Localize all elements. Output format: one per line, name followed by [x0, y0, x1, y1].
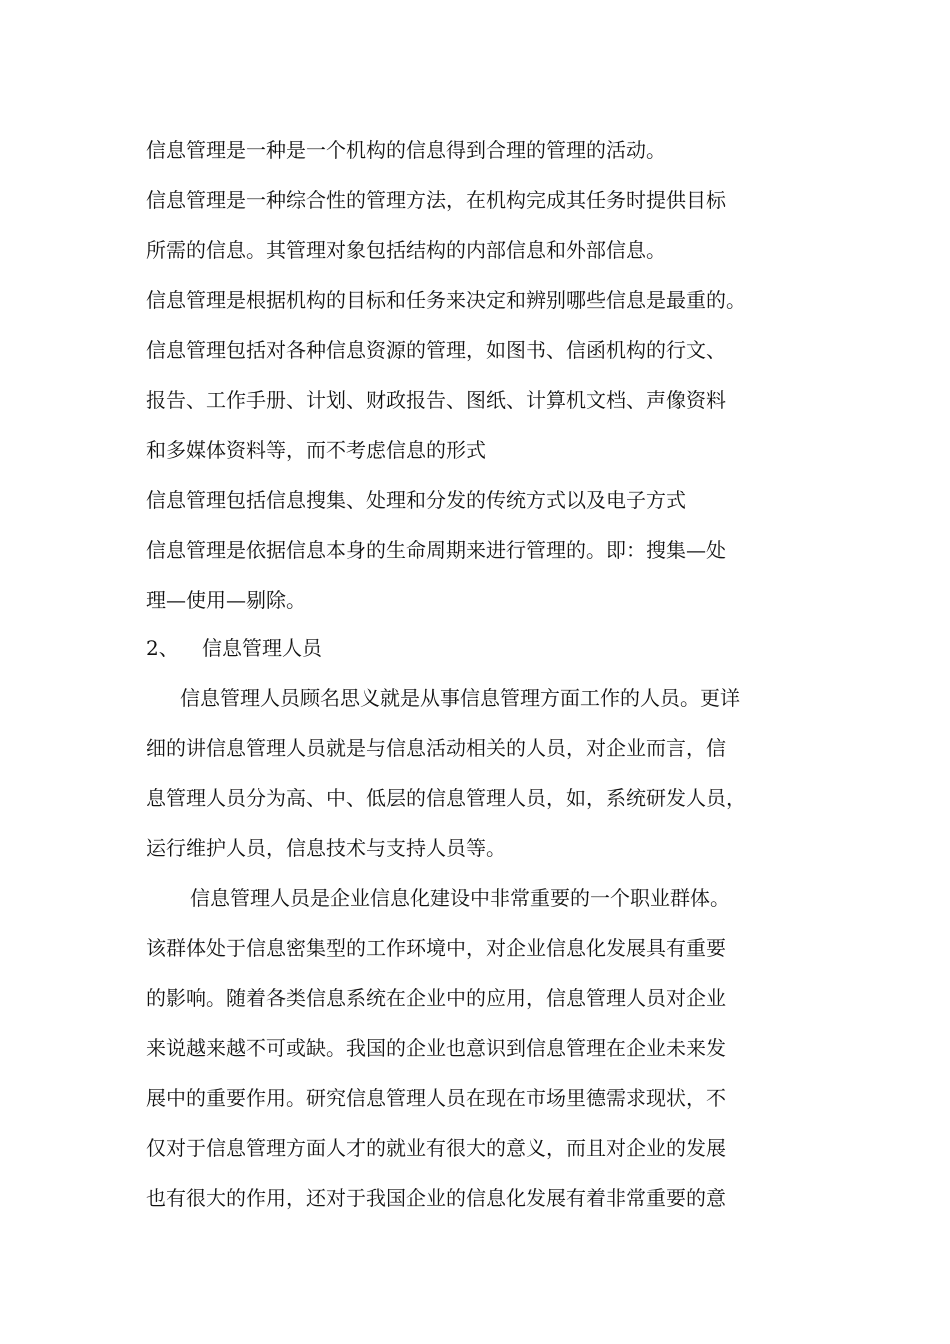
text-line: 信息管理是一种是一个机构的信息得到合理的管理的活动。	[146, 138, 666, 162]
paragraph-line: 仅对于信息管理方面人才的就业有很大的意义，而且对企业的发展	[146, 1136, 726, 1160]
paragraph-line: 信息管理人员顾名思义就是从事信息管理方面工作的人员。更详	[180, 686, 740, 710]
paragraph-line: 来说越来越不可或缺。我国的企业也意识到信息管理在企业未来发	[146, 1036, 726, 1060]
paragraph-line: 运行维护人员，信息技术与支持人员等。	[146, 836, 506, 860]
text-line: 报告、工作手册、计划、财政报告、图纸、计算机文档、声像资料	[146, 388, 726, 412]
paragraph-line: 细的讲信息管理人员就是与信息活动相关的人员，对企业而言，信	[146, 736, 726, 760]
text-line: 信息管理包括对各种信息资源的管理，如图书、信函机构的行文、	[146, 338, 726, 362]
paragraph-line: 的影响。随着各类信息系统在企业中的应用，信息管理人员对企业	[146, 986, 726, 1010]
text-line: 理—使用—剔除。	[146, 588, 306, 612]
text-line: 所需的信息。其管理对象包括结构的内部信息和外部信息。	[146, 238, 666, 262]
text-line: 和多媒体资料等，而不考虑信息的形式	[146, 438, 486, 462]
text-line: 信息管理是一种综合性的管理方法，在机构完成其任务时提供目标	[146, 188, 726, 212]
section-number: 2、	[146, 636, 179, 660]
text-line: 信息管理包括信息搜集、处理和分发的传统方式以及电子方式	[146, 488, 686, 512]
text-line: 信息管理是根据机构的目标和任务来决定和辨别哪些信息是最重的。	[146, 288, 746, 312]
section-title: 信息管理人员	[202, 636, 322, 660]
paragraph-line: 该群体处于信息密集型的工作环境中，对企业信息化发展具有重要	[146, 936, 726, 960]
paragraph-line: 信息管理人员是企业信息化建设中非常重要的一个职业群体。	[190, 886, 730, 910]
paragraph-line: 息管理人员分为高、中、低层的信息管理人员，如，系统研发人员，	[146, 786, 746, 810]
text-line: 信息管理是依据信息本身的生命周期来进行管理的。即：搜集—处	[146, 538, 726, 562]
paragraph-line: 也有很大的作用，还对于我国企业的信息化发展有着非常重要的意	[146, 1186, 726, 1210]
paragraph-line: 展中的重要作用。研究信息管理人员在现在市场里德需求现状，不	[146, 1086, 726, 1110]
